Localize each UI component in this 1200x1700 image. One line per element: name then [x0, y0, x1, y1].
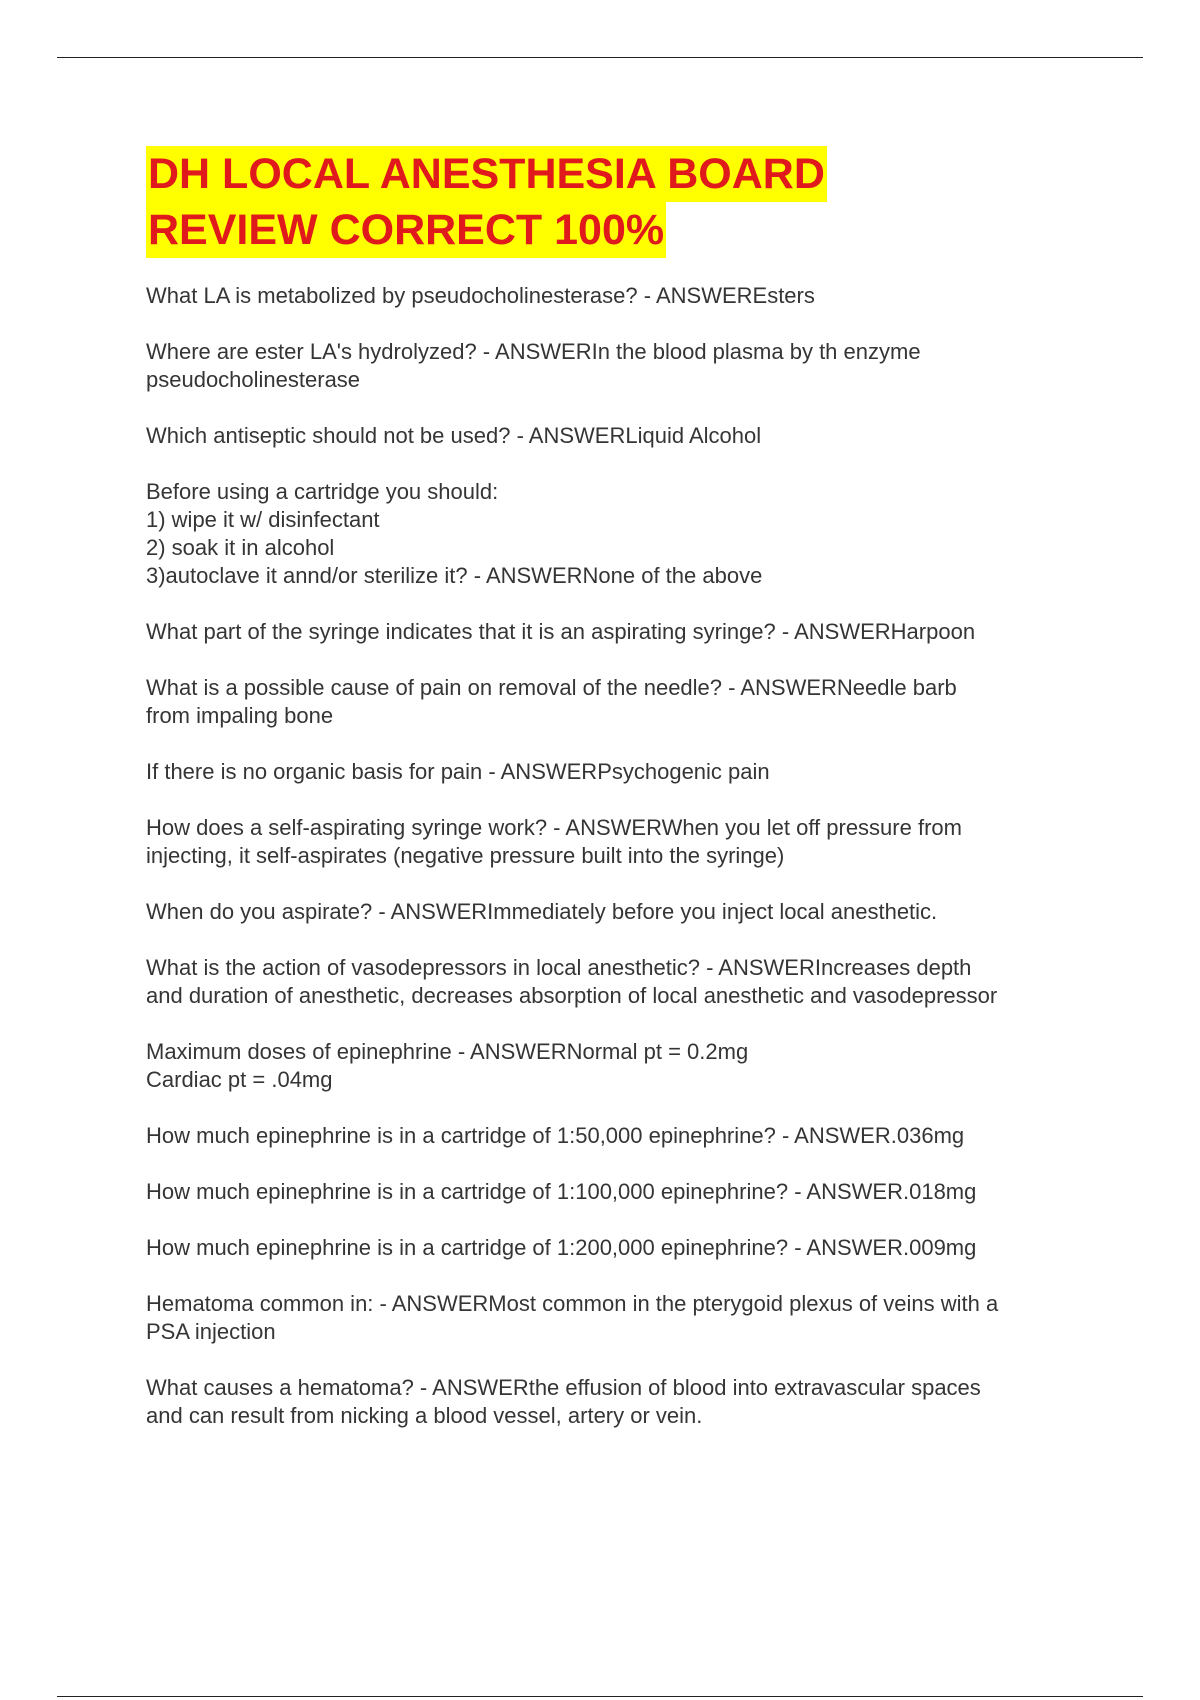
qa-item [146, 1122, 1096, 1150]
qa-line: If there is no organic basis for pain - ANSWERPsychogenic pain [146, 759, 770, 784]
title-line: REVIEW CORRECT 100% [146, 202, 666, 258]
qa-item [146, 954, 1096, 1010]
qa-item [146, 674, 1096, 730]
qa-line: 1) wipe it w/ disinfectant [146, 507, 380, 532]
qa-item [146, 478, 1096, 590]
qa-item [146, 1178, 1096, 1206]
qa-item [146, 814, 1096, 870]
document-body [146, 146, 1096, 1458]
qa-line: Before using a cartridge you should: [146, 479, 499, 504]
document-title [146, 146, 1096, 258]
qa-line: What is a possible cause of pain on removal of the needle? - ANSWERNeedle barb [146, 675, 957, 700]
qa-item [146, 1374, 1096, 1430]
qa-line: How much epinephrine is in a cartridge of 1:100,000 epinephrine? - ANSWER.018mg [146, 1179, 977, 1204]
qa-line: What part of the syringe indicates that it is an aspirating syringe? - ANSWERHarpoon [146, 619, 976, 644]
qa-line: and duration of anesthetic, decreases absorption of local anesthetic and vasodepressor [146, 983, 998, 1008]
qa-line: from impaling bone [146, 703, 334, 728]
qa-item [146, 758, 1096, 786]
qa-line: How much epinephrine is in a cartridge of 1:50,000 epinephrine? - ANSWER.036mg [146, 1123, 965, 1148]
qa-line: How does a self-aspirating syringe work? - ANSWERWhen you let off pressure from [146, 815, 962, 840]
qa-line: Which antiseptic should not be used? - ANSWERLiquid Alcohol [146, 423, 762, 448]
qa-line: PSA injection [146, 1319, 276, 1344]
qa-line: injecting, it self-aspirates (negative pressure built into the syringe) [146, 843, 785, 868]
qa-list [146, 282, 1096, 1430]
qa-item [146, 282, 1096, 310]
qa-line: What LA is metabolized by pseudocholinesterase? - ANSWEREsters [146, 283, 815, 308]
bottom-rule [57, 1696, 1143, 1697]
qa-line: and can result from nicking a blood vessel, artery or vein. [146, 1403, 703, 1428]
top-rule [57, 57, 1143, 58]
qa-line: 2) soak it in alcohol [146, 535, 335, 560]
qa-line: pseudocholinesterase [146, 367, 361, 392]
qa-item [146, 338, 1096, 394]
title-line: DH LOCAL ANESTHESIA BOARD [146, 146, 827, 202]
qa-line: Hematoma common in: - ANSWERMost common in the pterygoid plexus of veins with a [146, 1291, 999, 1316]
qa-line: 3)autoclave it annd/or sterilize it? - ANSWERNone of the above [146, 563, 763, 588]
qa-item [146, 618, 1096, 646]
qa-line: Where are ester LA's hydrolyzed? - ANSWERIn the blood plasma by th enzyme [146, 339, 921, 364]
qa-line: When do you aspirate? - ANSWERImmediately before you inject local anesthetic. [146, 899, 938, 924]
qa-line: Maximum doses of epinephrine - ANSWERNormal pt = 0.2mg [146, 1039, 749, 1064]
qa-item [146, 1038, 1096, 1094]
qa-item [146, 1234, 1096, 1262]
qa-item [146, 898, 1096, 926]
qa-item [146, 1290, 1096, 1346]
qa-line: What is the action of vasodepressors in local anesthetic? - ANSWERIncreases depth [146, 955, 972, 980]
qa-line: What causes a hematoma? - ANSWERthe effusion of blood into extravascular spaces [146, 1375, 981, 1400]
qa-line: Cardiac pt = .04mg [146, 1067, 333, 1092]
qa-line: How much epinephrine is in a cartridge of 1:200,000 epinephrine? - ANSWER.009mg [146, 1235, 977, 1260]
qa-item [146, 422, 1096, 450]
